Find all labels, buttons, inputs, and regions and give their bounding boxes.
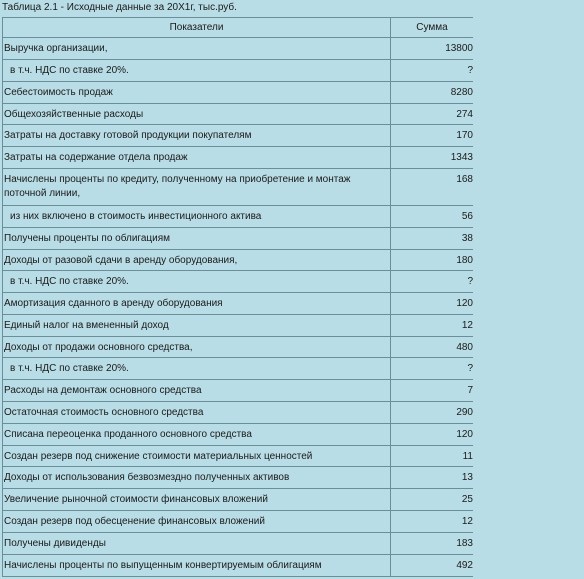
sum-value-cell: 38 — [391, 228, 474, 249]
data-table — [2, 17, 474, 577]
table-row — [3, 489, 474, 511]
table-row — [3, 358, 474, 380]
indicator-name-cell: Создан резерв под снижение стоимости материальных ценностей — [3, 446, 391, 466]
table-body — [3, 38, 474, 577]
table-row — [3, 533, 474, 555]
indicator-name-cell: Амортизация сданного в аренду оборудования — [3, 293, 391, 314]
sum-value-cell: 274 — [391, 104, 474, 124]
indicator-name-cell: Доходы от использования безвозмездно полученных активов — [3, 467, 391, 488]
sum-value-cell: 13800 — [391, 38, 474, 59]
table-row — [3, 228, 474, 250]
sum-value-cell: 1343 — [391, 147, 474, 168]
indicator-name-cell: Создан резерв под обесценение финансовых вложений — [3, 511, 391, 532]
indicator-name-cell: Доходы от разовой сдачи в аренду оборудования, — [3, 250, 391, 270]
table-row — [3, 337, 474, 358]
indicator-name-cell: Списана переоценка проданного основного средства — [3, 424, 391, 445]
table-row — [3, 511, 474, 533]
indicator-name-cell: Выручка организации, — [3, 38, 391, 59]
indicator-name-cell: Увеличение рыночной стоимости финансовых вложений — [3, 489, 391, 510]
indicator-name-cell: из них включено в стоимость инвестиционного актива — [3, 206, 391, 227]
indicator-name-cell: Получены дивиденды — [3, 533, 391, 554]
sum-value-cell: 12 — [391, 315, 474, 336]
indicator-name-cell: Общехозяйственные расходы — [3, 104, 391, 124]
table-row — [3, 271, 474, 293]
sum-value-cell: ? — [391, 358, 474, 379]
table-row — [3, 446, 474, 467]
sum-value-cell: 13 — [391, 467, 474, 488]
table-row — [3, 169, 474, 206]
indicator-name-cell: Себестоимость продаж — [3, 82, 391, 103]
indicator-name-cell: в т.ч. НДС по ставке 20%. — [3, 60, 391, 81]
column-header-sum: Сумма — [391, 18, 474, 37]
sum-value-cell: 56 — [391, 206, 474, 227]
table-row — [3, 82, 474, 104]
sum-value-cell: 492 — [391, 555, 474, 576]
empty-area — [473, 17, 584, 579]
table-row — [3, 38, 474, 60]
sum-value-cell: ? — [391, 60, 474, 81]
table-row — [3, 380, 474, 402]
sum-value-cell: 168 — [391, 169, 474, 205]
indicator-name-cell: в т.ч. НДС по ставке 20%. — [3, 271, 391, 292]
table-row — [3, 315, 474, 337]
table-row — [3, 206, 474, 228]
sum-value-cell: 120 — [391, 293, 474, 314]
indicator-name-cell: Остаточная стоимость основного средства — [3, 402, 391, 423]
table-row — [3, 293, 474, 315]
indicator-name-cell: Начислены проценты по кредиту, полученному на приобретение и монтаж поточной линии, — [3, 169, 391, 205]
column-header-indicators: Показатели — [3, 18, 391, 37]
sum-value-cell: ? — [391, 271, 474, 292]
sum-value-cell: 11 — [391, 446, 474, 466]
sum-value-cell: 170 — [391, 125, 474, 146]
sum-value-cell: 183 — [391, 533, 474, 554]
sum-value-cell: 12 — [391, 511, 474, 532]
table-row — [3, 125, 474, 147]
sum-value-cell: 480 — [391, 337, 474, 357]
sum-value-cell: 25 — [391, 489, 474, 510]
table-row — [3, 147, 474, 169]
sum-value-cell: 120 — [391, 424, 474, 445]
table-row — [3, 555, 474, 577]
sum-value-cell: 290 — [391, 402, 474, 423]
indicator-name-cell: в т.ч. НДС по ставке 20%. — [3, 358, 391, 379]
indicator-name-cell: Доходы от продажи основного средства, — [3, 337, 391, 357]
sum-value-cell: 180 — [391, 250, 474, 270]
table-row — [3, 402, 474, 424]
sum-value-cell: 8280 — [391, 82, 474, 103]
indicator-name-cell: Начислены проценты по выпущенным конвертируемым облигациям — [3, 555, 391, 576]
table-row — [3, 424, 474, 446]
indicator-name-cell: Затраты на доставку готовой продукции покупателям — [3, 125, 391, 146]
table-row — [3, 250, 474, 271]
indicator-name-cell: Расходы на демонтаж основного средства — [3, 380, 391, 401]
indicator-name-cell: Затраты на содержание отдела продаж — [3, 147, 391, 168]
table-row — [3, 60, 474, 82]
sum-value-cell: 7 — [391, 380, 474, 401]
indicator-name-cell: Получены проценты по облигациям — [3, 228, 391, 249]
table-row — [3, 104, 474, 125]
indicator-name-cell: Единый налог на вмененный доход — [3, 315, 391, 336]
table-row — [3, 467, 474, 489]
table-caption: Таблица 2.1 - Исходные данные за 20Х1г, тыс.руб. — [2, 2, 237, 13]
table-header-row — [3, 17, 474, 38]
